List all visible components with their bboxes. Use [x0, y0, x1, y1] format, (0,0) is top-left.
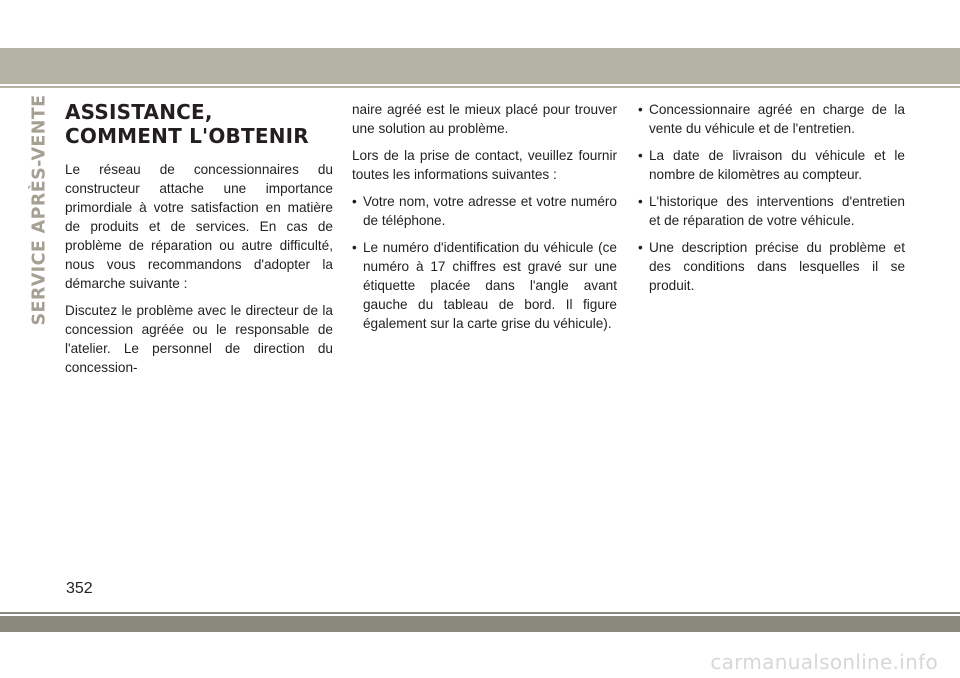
bullet-icon: • [638, 194, 643, 209]
page-number: 352 [66, 580, 93, 597]
watermark: carmanualsonline.info [710, 650, 938, 674]
list-item [638, 146, 905, 184]
list-item [638, 100, 905, 138]
paragraph: Le réseau de concessionnaires du constructeur attache une importance primordiale à votre satisfaction en matière de produits et de services. En cas de problème de réparation ou autre difficulté, nous vous recommandons d'adopter la démarche suivante : [65, 162, 333, 291]
list-item-text: Une description précise du problème et des conditions dans lesquelles il se produit. [649, 240, 905, 293]
bullet-list [638, 100, 905, 295]
paragraph: Lors de la prise de contact, veuillez fournir toutes les informations suivantes : [352, 148, 617, 182]
list-item-text: Le numéro d'identification du véhicule (ce numéro à 17 chiffres est gravé sur une étiquette placée dans l'angle avant gauche du tableau de bord. Il figure également sur la carte grise du véhicule). [363, 240, 617, 331]
list-item [352, 192, 617, 230]
column-1 [65, 100, 333, 385]
footer-rule [0, 612, 960, 614]
list-item-text: L'historique des interventions d'entretien et de réparation de votre véhicule. [649, 194, 905, 228]
list-item [638, 238, 905, 295]
page-title: ASSISTANCE, COMMENT L'OBTENIR [65, 100, 309, 148]
bullet-icon: • [638, 240, 643, 255]
bullet-icon: • [638, 102, 643, 117]
bullet-icon: • [352, 194, 357, 209]
bullet-list [352, 192, 617, 333]
bullet-icon: • [638, 148, 643, 163]
section-tab [24, 96, 54, 324]
column-3 [638, 100, 905, 303]
list-item [638, 192, 905, 230]
paragraph: Discutez le problème avec le directeur de la concession agréée ou le responsable de l'atelier. Le personnel de direction du concession- [65, 303, 333, 375]
list-item [352, 238, 617, 333]
column-2 [352, 100, 617, 341]
list-item-text: La date de livraison du véhicule et le nombre de kilomètres au compteur. [649, 148, 905, 182]
header-rule [0, 86, 960, 88]
list-item-text: Votre nom, votre adresse et votre numéro de téléphone. [363, 194, 617, 228]
section-tab-label: SERVICE APRÈS-VENTE [29, 94, 50, 326]
header-band [0, 48, 960, 84]
list-item-text: Concessionnaire agréé en charge de la vente du véhicule et de l'entretien. [649, 102, 905, 136]
footer-band [0, 616, 960, 632]
bullet-icon: • [352, 240, 357, 255]
paragraph: naire agréé est le mieux placé pour trouver une solution au problème. [352, 102, 617, 136]
